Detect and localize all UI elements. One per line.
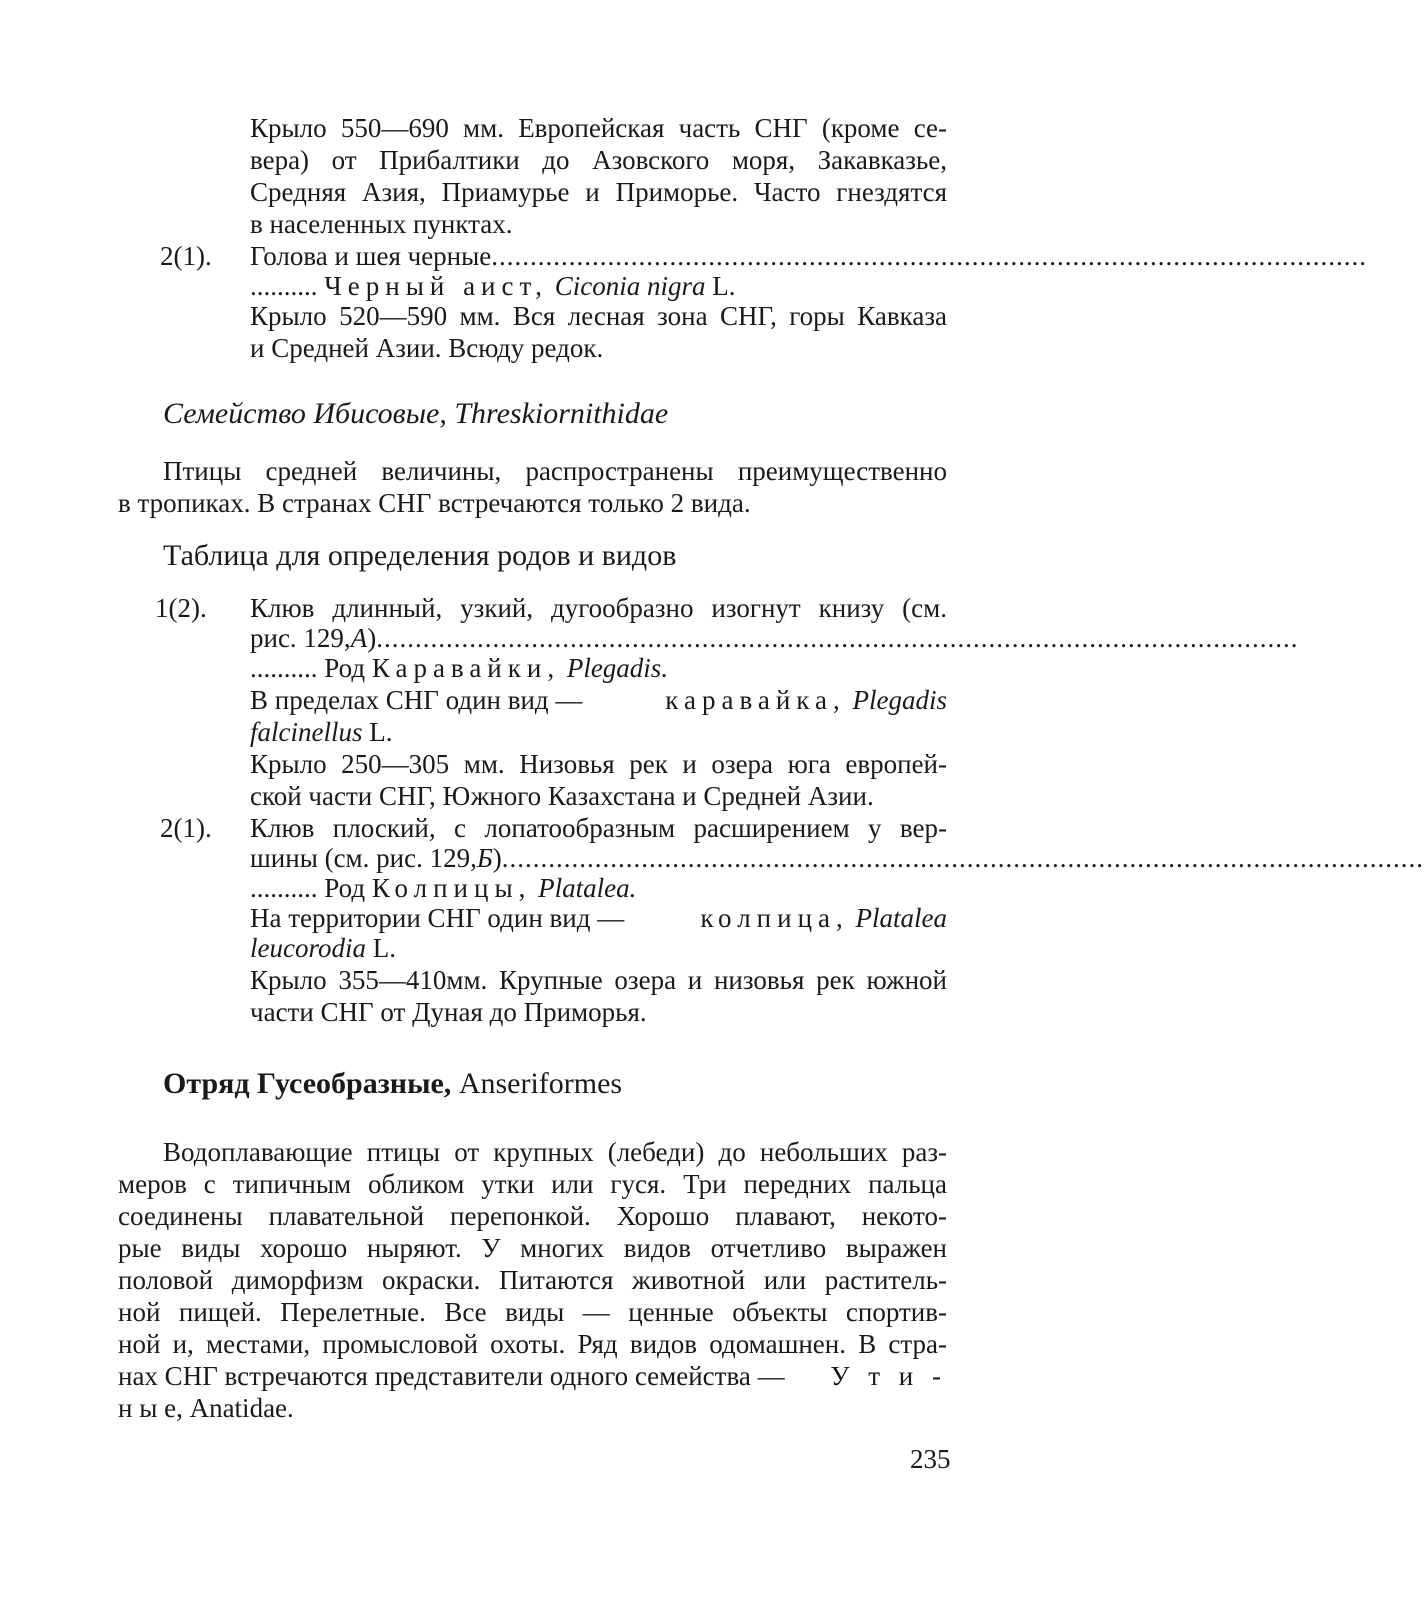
text-line: меров с типичным обликом утки или гуся. Три передних пальца — [118, 1169, 947, 1199]
key-text: Голова и шея черные — [250, 241, 492, 271]
species-name: каравайка, — [665, 685, 846, 715]
text-line: ской части СНГ, Южного Казахстана и Средней Азии. — [250, 781, 874, 811]
family-heading: Семейство Ибисовые, Threskiornithidae — [163, 397, 669, 430]
genus-name: Колпицы, — [371, 873, 532, 903]
key-text: ) — [367, 623, 377, 653]
genus-word: Род — [324, 873, 366, 903]
genus-line — [250, 872, 636, 904]
species-latin: Platalea — [855, 903, 947, 933]
dot-leader: ................................................................................................................. — [491, 241, 1368, 271]
key-line — [250, 240, 1368, 272]
species-line — [250, 932, 396, 964]
table-heading: Таблица для определения родов и видов — [163, 539, 677, 572]
figure-ref: Б — [476, 843, 493, 873]
text-line: ной пищей. Перелетные. Все виды — ценные объекты спортив- — [118, 1297, 947, 1327]
species-latin: Plegadis — [852, 685, 947, 715]
text-line: и Средней Азии. Всюду редок. — [250, 333, 604, 363]
family-name: У т и - — [830, 1361, 947, 1391]
key-text: Клюв длинный, узкий, дугообразно изогнут книзу (см. — [250, 593, 947, 623]
species-name: Черный аист, — [324, 271, 549, 301]
genus-line — [250, 652, 668, 684]
text-line: Водоплавающие птицы от крупных (лебеди) до небольших раз- — [163, 1137, 947, 1167]
species-author: L. — [372, 933, 396, 963]
text-line: Крыло 550—690 мм. Европейская часть СНГ (кроме се- — [250, 113, 947, 143]
text-line: в тропиках. В странах СНГ встречаются только 2 вида. — [118, 488, 751, 518]
species-latin: falcinellus — [250, 717, 363, 747]
species-author: L. — [369, 717, 393, 747]
genus-word: Род — [324, 653, 366, 683]
text-line: рые виды хорошо ныряют. У многих видов отчетливо выражен — [118, 1233, 947, 1263]
text-line: Птицы средней величины, распространены преимущественно — [163, 456, 947, 486]
figure-ref: А — [350, 623, 368, 653]
dot-leader: .......... — [250, 271, 318, 301]
text-line: Крыло 355—410мм. Крупные озера и низовья рек южной — [250, 965, 947, 995]
text-line: ной и, местами, промысловой охоты. Ряд видов одомашнен. В стра- — [118, 1329, 947, 1359]
key-line — [250, 622, 1299, 654]
order-heading — [163, 1068, 622, 1100]
species-latin: leucorodia — [250, 933, 366, 963]
text-line: вера) от Прибалтики до Азовского моря, Закавказье, — [250, 145, 947, 175]
family-latin: Anatidae. — [189, 1393, 294, 1423]
text-line: Средняя Азия, Приамурье и Приморье. Часто гнездятся — [250, 177, 947, 207]
text-fragment: нах СНГ встречаются представители одного семейства — — [118, 1361, 785, 1391]
text-line: Крыло 520—590 мм. Вся лесная зона СНГ, горы Кавказа — [250, 301, 947, 331]
key-number: 1(2). — [155, 593, 207, 623]
species-latin: Ciconia nigra — [554, 271, 706, 301]
key-text: рис. 129, — [250, 623, 351, 653]
genus-name: Каравайки, — [371, 653, 561, 683]
page-number: 235 — [910, 1444, 951, 1474]
text-line: части СНГ от Дуная до Приморья. — [250, 997, 647, 1027]
family-name: н ы е, — [118, 1393, 183, 1423]
text-line — [118, 1360, 947, 1392]
dot-leader: .......... — [250, 873, 318, 903]
order-title: Отряд Гусеобразные, — [163, 1067, 452, 1100]
key-text: Клюв плоский, с лопатообразным расширением у вер- — [250, 813, 947, 843]
dot-leader: ....................................................................................................................... — [376, 623, 1299, 653]
genus-latin: Plegadis. — [566, 653, 669, 683]
species-intro: На территории СНГ один вид — — [250, 903, 625, 933]
text-line: в населенных пунктах. — [250, 209, 513, 239]
species-name: колпица, — [700, 903, 849, 933]
species-line — [250, 902, 947, 934]
text-line: соединены плавательной перепонкой. Хорошо плавают, некото- — [118, 1201, 947, 1231]
species-line — [250, 684, 947, 716]
key-text: ) — [492, 843, 502, 873]
key-line — [250, 842, 1424, 874]
dot-leader: ....................................................................................................................... — [501, 843, 1424, 873]
key-number: 2(1). — [160, 241, 212, 271]
species-author: L. — [712, 271, 736, 301]
dot-leader: .......... — [250, 653, 318, 683]
text-line: Крыло 250—305 мм. Низовья рек и озера юга европей- — [250, 749, 947, 779]
text-line — [118, 1392, 294, 1424]
text-line: половой диморфизм окраски. Питаются животной или раститель- — [118, 1265, 947, 1295]
species-intro: В пределах СНГ один вид — — [250, 685, 583, 715]
genus-latin: Platalea. — [538, 873, 637, 903]
key-text: шины (см. рис. 129, — [250, 843, 477, 873]
species-line — [250, 716, 392, 748]
species-line — [250, 270, 736, 302]
key-number: 2(1). — [160, 813, 212, 843]
order-latin: Anseriformes — [458, 1067, 623, 1100]
